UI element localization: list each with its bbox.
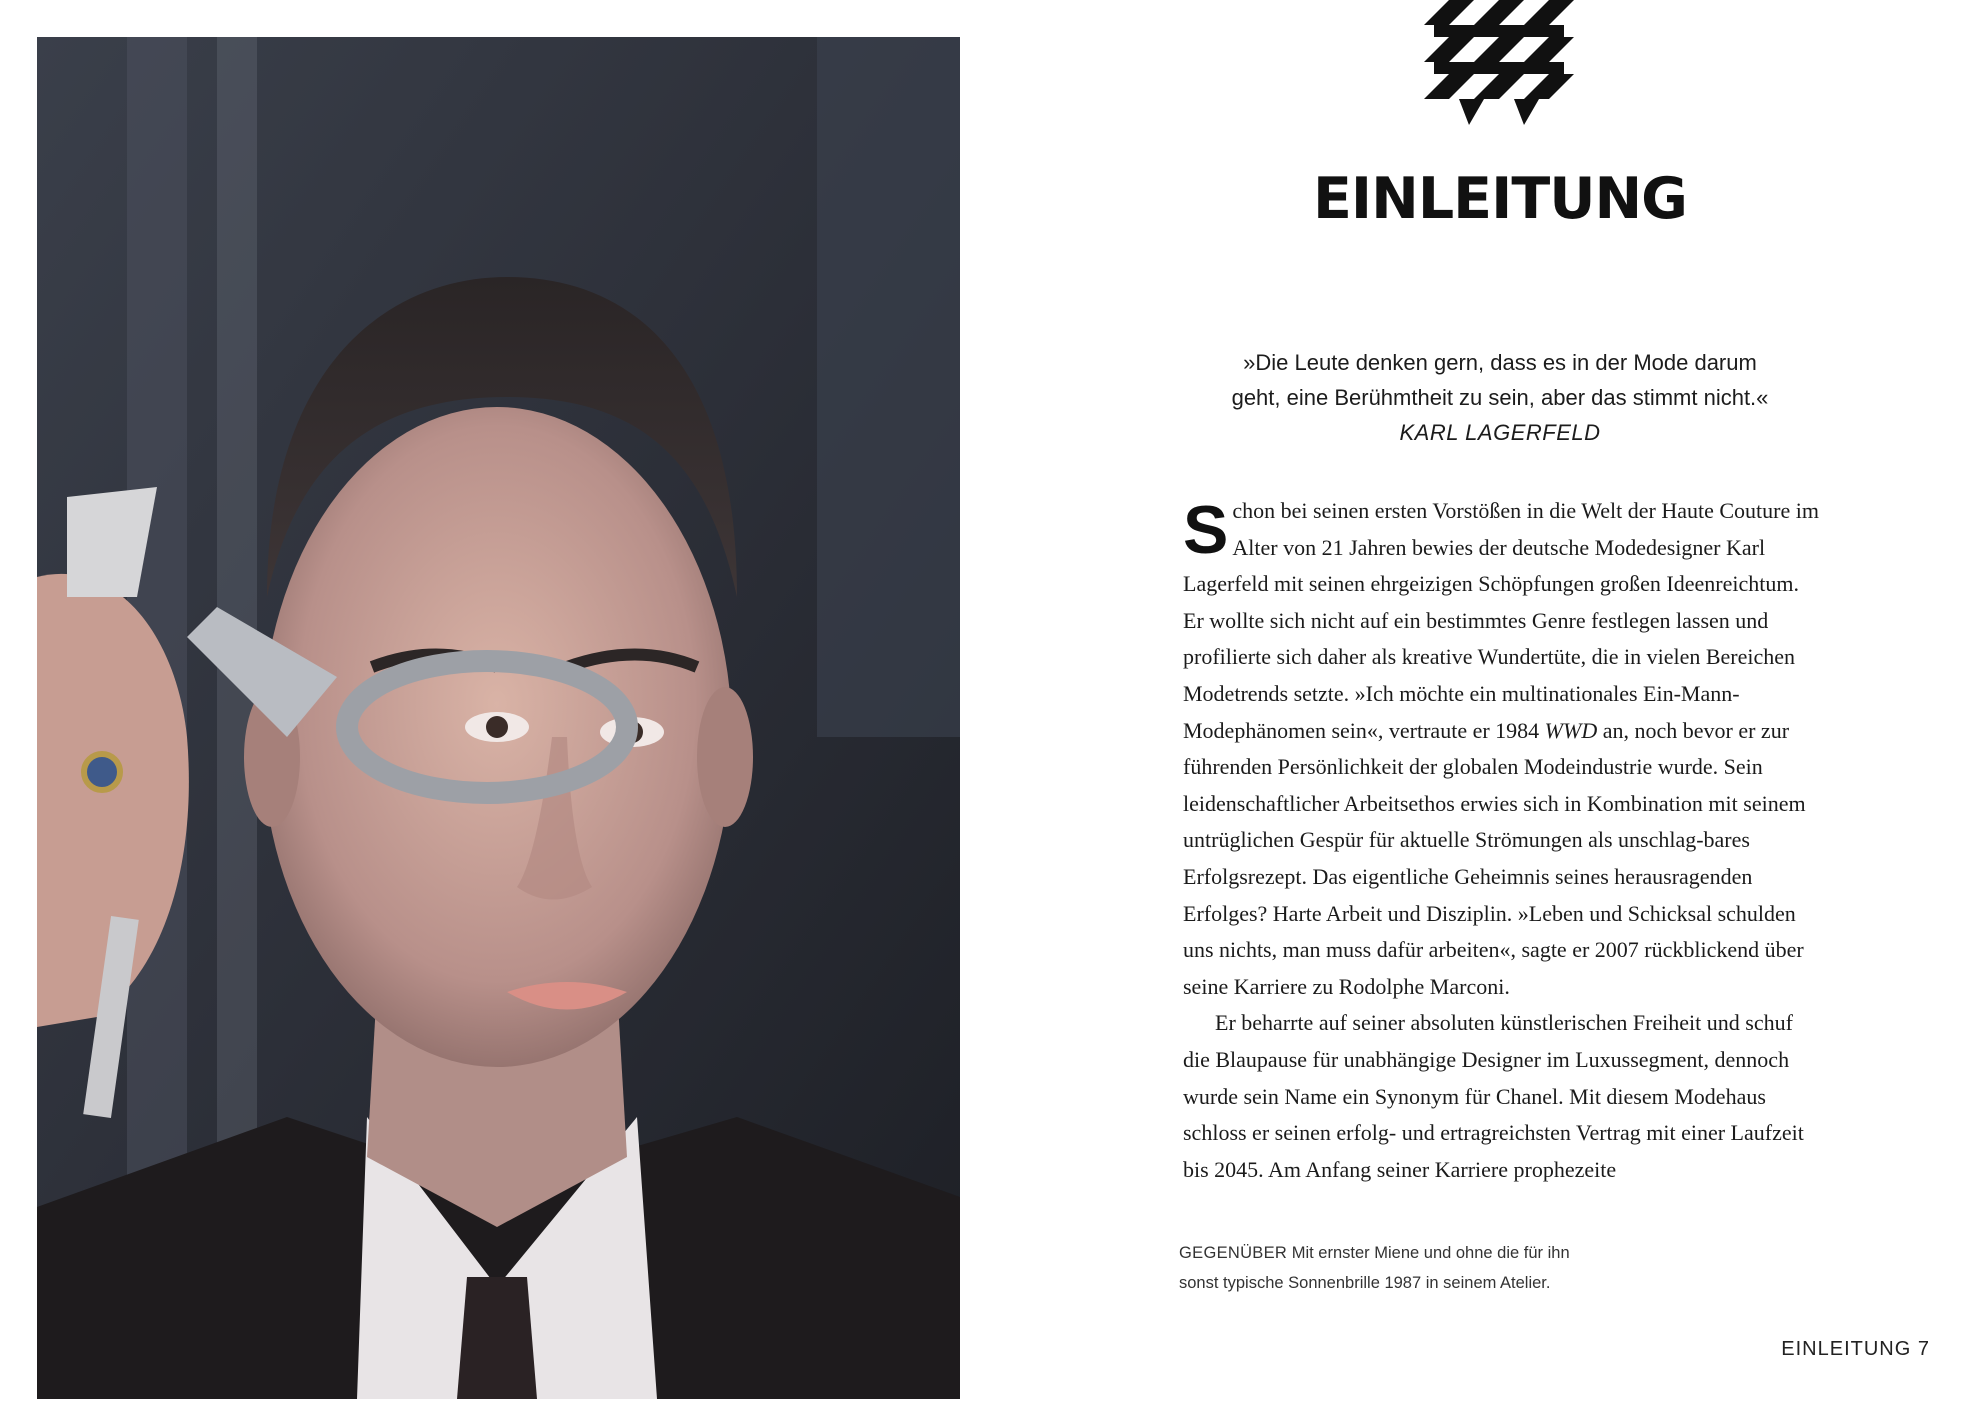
body-text bbox=[1183, 493, 1823, 1188]
page-number: 7 bbox=[1917, 1338, 1930, 1360]
page-footer bbox=[1780, 1338, 1930, 1361]
caption-label: GEGENÜBER bbox=[1179, 1244, 1288, 1262]
caption-line-1 bbox=[1179, 1238, 1649, 1268]
running-head: EINLEITUNG bbox=[1781, 1338, 1912, 1360]
paragraph-1-end: an, noch bevor er zur führenden Persönlichkeit der globalen Modeindustrie wurde. Sein leidenschaftlicher Arbeitsethos erwies sich in Kombination mit seinem untrüglichen Gespür für aktuelle Strömungen als unschlag-bares Erfolgsrezept. Das eigentliche Geheimnis seines herausragenden Erfolges? Harte Arbeit und Disziplin. »Leben und Schicksal schulden uns nichts, man muss dafür arbeiten«, sagte er 2007 rückblickend über seine Karriere zu Rodolphe Marconi. bbox=[1183, 717, 1806, 999]
portrait-illustration bbox=[37, 37, 960, 1399]
portrait-photo bbox=[37, 37, 960, 1399]
houndstooth-emblem-graphic bbox=[1424, 0, 1574, 125]
publication-name: WWD bbox=[1544, 717, 1598, 743]
quote-line-1: »Die Leute denken gern, dass es in der Mode darum bbox=[1243, 350, 1757, 375]
chapter-title: EINLEITUNG bbox=[1313, 166, 1687, 232]
paragraph-2: Er beharrte auf seiner absoluten künstlerischen Freiheit und schuf die Blaupause für unabhängige Designer im Luxussegment, dennoch wurde sein Name ein Synonym für Chanel. Mit diesem Modehaus schloss er seinen erfolg- und ertragreichsten Vertrag mit einer Laufzeit bis 2045. Am Anfang seiner Karriere prophezeite bbox=[1183, 1010, 1804, 1182]
quote-author: KARL LAGERFELD bbox=[1399, 420, 1601, 445]
paragraph-1-start: chon bei seinen ersten Vorstößen in die Welt der Haute Couture im Alter von 21 Jahren bewies der deutsche Modedesigner Karl Lagerfeld mit seinen ehrgeizigen Schöpfungen großen Ideenreichtum. Er wollte sich nicht auf ein bestimmtes Genre festlegen lassen und profilierte sich daher als kreative Wundertüte, die in vielen Bereichen Modetrends setzte. »Ich möchte ein multinationales Ein-Mann-Modephänomen sein«, vertraute er 1984 bbox=[1183, 498, 1819, 743]
drop-cap: S bbox=[1183, 492, 1229, 568]
caption-text-1: Mit ernster Miene und ohne die für ihn bbox=[1287, 1244, 1570, 1262]
houndstooth-pattern-icon bbox=[1424, 0, 1574, 125]
epigraph-quote bbox=[1160, 345, 1840, 450]
paragraph-1 bbox=[1183, 493, 1823, 1005]
quote-line-2: geht, eine Berühmtheit zu sein, aber das stimmt nicht.« bbox=[1231, 385, 1769, 410]
photo-caption bbox=[1179, 1238, 1649, 1298]
caption-text-2: sonst typische Sonnenbrille 1987 in seinem Atelier. bbox=[1179, 1274, 1551, 1292]
